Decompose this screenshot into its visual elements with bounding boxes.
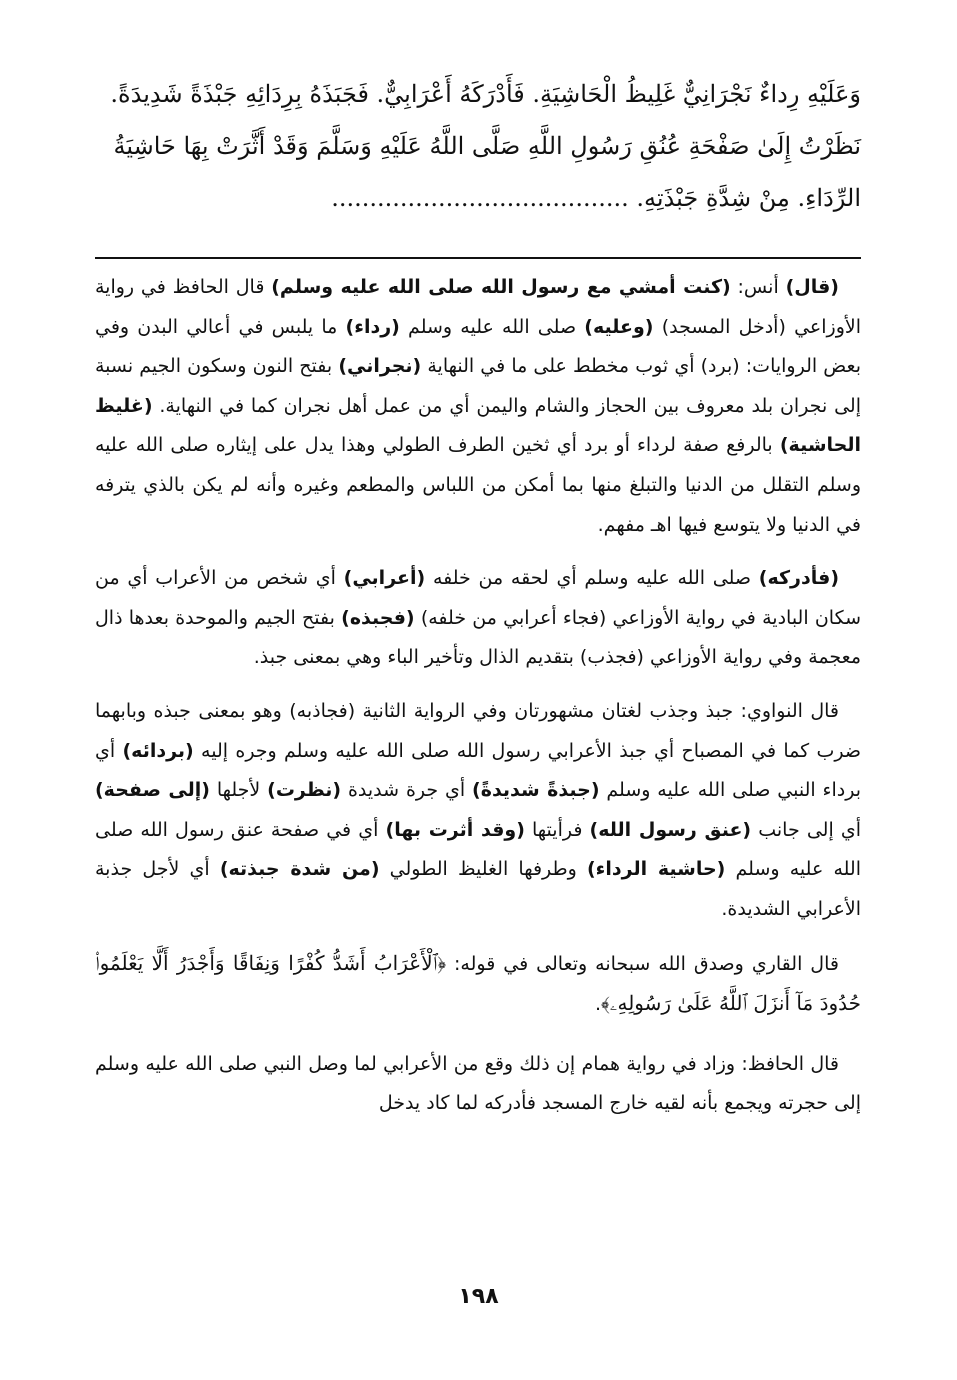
commentary-text-run: ما يلبس في أعالي البدن وفي بعض الروايات: (برد) أي ثوب مخطط على ما في النهاية [95, 315, 862, 378]
page-number: ١٩٨ [458, 1284, 499, 1309]
commentary-paragraph-5 [95, 1045, 861, 1124]
commentary-text-run: أي شخص من الأعراب أي من سكان البادية في رواية الأوزاعي (فجاء أعرابي من خلفه) [95, 567, 861, 629]
quoted-term: (كنت أمشي مع رسول الله صلى الله عليه وسلم) [271, 276, 731, 298]
quoted-term: (من شدة جبذته) [219, 858, 380, 881]
quoted-term: (قال) [785, 276, 839, 298]
commentary-paragraph-2 [95, 559, 861, 678]
commentary-text-run: أي برداء النبي صلى الله عليه وسلم [95, 739, 861, 802]
commentary-text-run: قال الحافظ: وزاد في رواية همام إن ذلك وقع من الأعرابي لما وصل النبي صلى الله عليه وسلم إلى حجرته ويجمع بأنه لقيه خارج المسجد فأدركه لما كاد يدخل [95, 1052, 861, 1115]
quoted-term: (أعرابي) [343, 567, 426, 590]
commentary-text-run: أنس: [730, 276, 786, 298]
commentary-paragraph-3 [95, 692, 861, 930]
hadith-line [95, 120, 861, 172]
commentary-text-run: فرأيتها [524, 818, 590, 841]
quoted-term: (فأدركه) [758, 567, 839, 590]
commentary-text-run: قال النواوي: جبذ وجذب لغتان مشهورتان وفي الرواية الثانية (فجاذبه) وهو بمعنى جبذه وبابهما ضرب كما في المصباح أي جبذ الأعرابي رسول الله صلى الله عليه وسلم وجره إليه [95, 699, 862, 762]
commentary-text-run: صلى الله عليه وسلم أي لحقه من خلفه [425, 567, 759, 590]
commentary-text-run: . [594, 993, 602, 1016]
quoted-term: (وعليه) [584, 315, 654, 338]
commentary-paragraph-1 [95, 268, 861, 545]
hadith-line-3: الرِّدَاءِ. مِنْ شِدَّةِ جَبْذَتِهِ. [636, 184, 861, 212]
quoted-term: (وقد أثرت بها) [385, 818, 525, 841]
commentary-text [95, 268, 861, 1138]
quoted-term: (عنق رسول الله) [589, 818, 752, 841]
hadith-line [95, 68, 861, 120]
continuation-dots: ....................................... [331, 184, 629, 212]
commentary-text-run: بالرفع صفة لرداء أو برد أي ثخين الطرف الطولي وهذا يدل على إيثاره صلى الله عليه وسلم التقلل من الدنيا والتبلغ منها بما أمكن من اللباس والمطعم وغيره وأنه لم يكن بالذي يترفه في الدنيا ولا يتوسع فيها اهـ مفهم. [95, 434, 861, 536]
hadith-line [95, 172, 861, 224]
quoted-term: (جبذةً شديدةً) [472, 779, 600, 802]
commentary-text-run: أي لأجل جذبة الأعرابي الشديدة. [95, 858, 861, 920]
hadith-main-text [95, 68, 861, 224]
quoted-term: (إلى صفحة) [95, 779, 210, 802]
commentary-text-run: بفتح النون وسكون الجيم نسبة إلى نجران بلد معروف بين الحجاز والشام واليمن أي من عمل أهل نجران كما في النهاية. [95, 355, 861, 417]
hadith-line-1: وَعَلَيْهِ رِداءٌ نَجْرَانِيٌّ غَلِيظُ الْحَاشِيَةِ. فَأَدْرَكَهُ أَعْرَابِيٌّ. فَجَبَذَهُ بِرِدَائِهِ جَبْذَةً شَدِيدَةً. [110, 80, 861, 108]
commentary-text-run: أي في صفحة عنق رسول الله صلى الله عليه وسلم [95, 818, 861, 881]
commentary-text-run: صلى الله عليه وسلم [399, 315, 585, 338]
commentary-text-run: أي إلى جانب [751, 818, 861, 841]
hadith-line-2: نَظَرْتُ إِلَىٰ صَفْحَةِ عُنُقِ رَسُولِ اللَّهِ صَلَّى اللَّهُ عَلَيْهِ وَسَلَّمَ وَقَدْ أَثَّرَتْ بِهَا حَاشِيَةُ [113, 132, 861, 160]
section-divider [95, 257, 861, 259]
quoted-term: (حاشية الرداء) [587, 858, 726, 881]
quoted-term: (فجبذه) [341, 606, 415, 629]
commentary-text-run: بفتح الجيم والموحدة بعدها ذال معجمة وفي رواية الأوزاعي (فجذب) بتقديم الذال وتأخير الباء وهي بمعنى جبذ. [95, 606, 861, 669]
quoted-term: (غليظ الحاشية) [95, 394, 861, 457]
commentary-text-run: أي جرة شديدة [341, 779, 473, 802]
commentary-text-run: لأجلها [209, 779, 268, 802]
quoted-term: (نظرت) [267, 779, 342, 802]
quoted-term: (بردائه) [122, 739, 194, 762]
commentary-text-run: وطرفها الغليظ الطولي [379, 858, 587, 881]
commentary-text-run: قال القاري وصدق الله سبحانه وتعالى في قوله: [446, 952, 839, 975]
quoted-term: (رداء) [345, 315, 400, 338]
quran-verse: ﴿ٱلْأَعْرَابُ أَشَدُّ كُفْرًا وَنِفَاقًا وَأَجْدَرُ أَلَّا يَعْلَمُوا۟ حُدُودَ مَآ أَنزَلَ ٱللَّهُ عَلَىٰ رَسُولِهِۦ﴾ [95, 950, 861, 1016]
commentary-text-run: قال الحافظ في رواية الأوزاعي (أدخل المسجد) [95, 276, 861, 338]
commentary-paragraph-4 [95, 944, 861, 1025]
quoted-term: (نجراني) [338, 355, 422, 378]
